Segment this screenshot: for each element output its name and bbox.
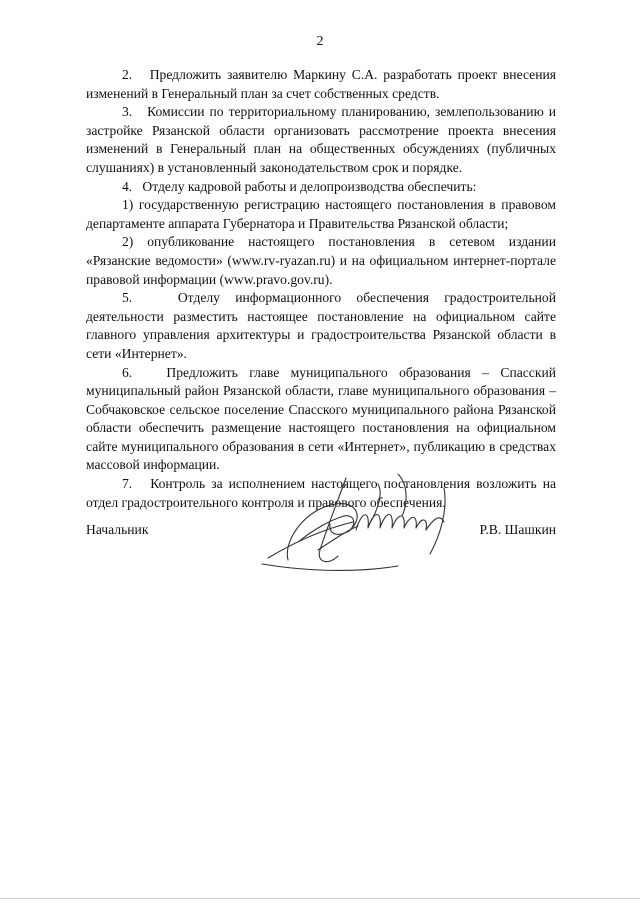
paragraph-2: 2. Предложить заявителю Маркину С.А. разработать проект внесения изменений в Генеральный план за счет собственных средств. xyxy=(86,67,556,101)
page-number: 2 xyxy=(316,34,324,49)
signer-title: Начальник xyxy=(86,522,149,537)
handwritten-signature xyxy=(258,470,478,580)
document-body xyxy=(86,66,556,512)
paragraph-4-item-1: 1) государственную регистрацию настоящего постановления в правовом департаменте аппарата Губернатора и Правительства Рязанской области; xyxy=(86,197,556,231)
paragraph-4-item-2: 2) опубликование настоящего постановления в сетевом издании «Рязанские ведомости» (www.rv-ryazan.ru) и на официальном интернет-портале правовой информации (www.pravo.gov.ru). xyxy=(86,234,556,287)
paragraph-7: 7. Контроль за исполнением настоящего постановления возложить на отдел градостроительного контроля и правового обеспечения. xyxy=(86,476,556,510)
paragraph-3: 3. Комиссии по территориальному планированию, землепользованию и застройке Рязанской области организовать рассмотрение проекта внесения изменений в Генеральный план на общественных обсуждениях (публичных слушаниях) в установленный законодательством срок и порядке. xyxy=(86,104,556,175)
paragraph-5: 5. Отделу информационного обеспечения градостроительной деятельности разместить настоящее постановление на официальном сайте главного управления архитектуры и градостроительства Рязанской области в сети «Интернет». xyxy=(86,290,556,361)
page-bottom-rule xyxy=(0,898,640,899)
paragraph-6: 6. Предложить главе муниципального образования – Спасский муниципальный район Рязанской области, главе муниципального образования – Собчаковское сельское поселение Спасского муниципального района Рязанской области обеспечить размещение настоящего постановления на официальном сайте муниципального образования в сети «Интернет», публикацию в средствах массовой информации. xyxy=(86,364,556,473)
signer-name: Р.В. Шашкин xyxy=(479,522,556,537)
paragraph-4: 4. Отделу кадровой работы и делопроизводства обеспечить: xyxy=(122,178,477,194)
